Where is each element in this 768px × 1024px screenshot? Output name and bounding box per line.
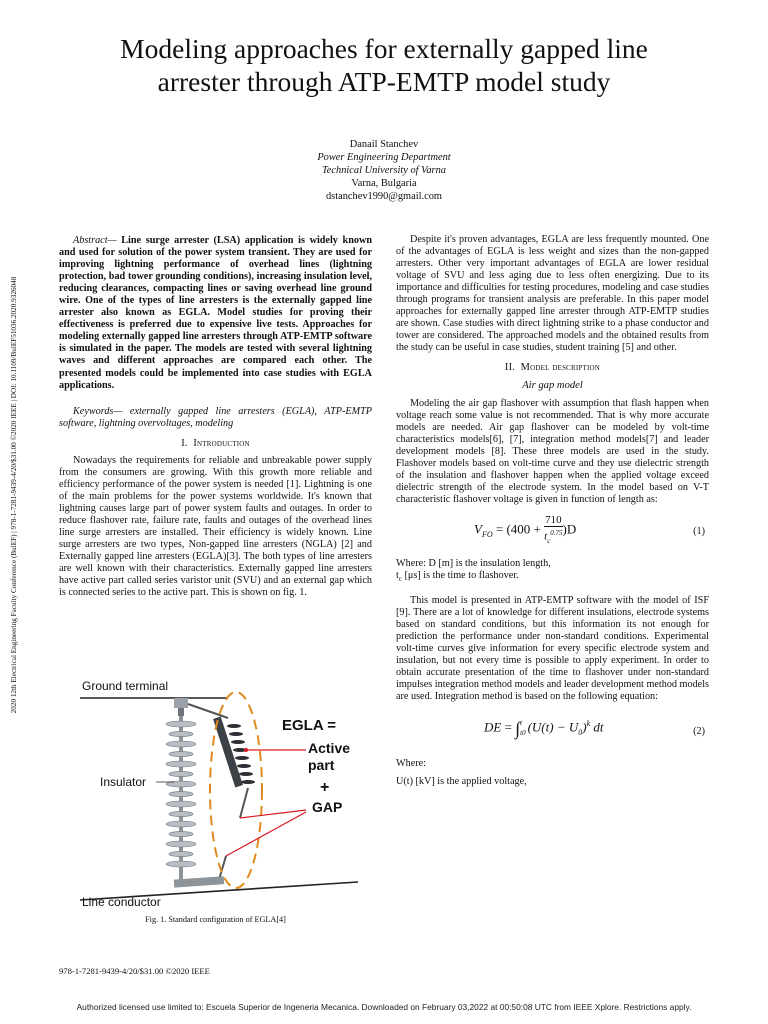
advantages-paragraph: Despite it's proven advantages, EGLA are less frequently mounted. One of the advantages of EGLA is less weight and sizes than the non-gapped arresters. Other very important advantages of EGLA are lower residual voltage of SVU and less aging due to less often energizing. Due to its importance and difficulties for testing procedures, modeling and case studies through programs for transient analysis are preferable. In this paper model approaches for externally gapped line arrester through ATP-EMTP studies are shown. Case studies with direct lightning strike to a phase conductor and tower are considered. The approached models and the obtained results from the study can be useful in case studies, student training [5] and other. bbox=[396, 234, 709, 354]
eq2-lhs: DE bbox=[484, 718, 502, 734]
eq2-power: k bbox=[586, 718, 591, 728]
where-ut: U(t) [kV] is the applied voltage, bbox=[396, 775, 527, 787]
eq2-body-close: ) bbox=[582, 718, 587, 734]
equation-2-number: (2) bbox=[693, 725, 705, 737]
title-line-2: arrester through ATP-EMTP model study bbox=[157, 66, 611, 97]
subsection-air-gap-model: Air gap model bbox=[522, 379, 583, 391]
equation-2 bbox=[396, 710, 709, 752]
section-number: I. bbox=[181, 437, 188, 449]
eq2-body-sub: 0 bbox=[578, 727, 583, 737]
isbn-line: 978-1-7281-9439-4/20/$31.00 ©2020 IEEE bbox=[59, 966, 210, 976]
section-heading-introduction bbox=[59, 438, 372, 450]
author-block bbox=[200, 138, 568, 203]
author-location: Varna, Bulgaria bbox=[351, 178, 417, 189]
plus-label: + bbox=[320, 779, 330, 796]
gap-pointer-lower bbox=[226, 812, 306, 856]
section-title: Introduction bbox=[193, 437, 250, 449]
gap-electrode-upper bbox=[240, 788, 248, 818]
where-tc-text: [μs] is the time to flashover. bbox=[401, 570, 519, 582]
introduction-paragraph: Nowadays the requirements for reliable and unbreakable power supply from the consumers are growing. With this growth more reliable and efficiency performance of the power system is needed [1]. Lightning is one of the main problems for the power systems worldwide. It's known that lightning causes large part of power system faults and outages. In order to reduce flashover rate, failure rate, faults and outages of the overhead lines line surge arresters are installed. Their efficiency is widely known. Line surge arresters are two types, Non-gapped line arresters (NGLA) [2] and Externally gapped line arresters (EGLA)[3]. The both types of line arresters are well known with their characteristics. Externally gapped line arresters have active part called series varistor unit (SVU) and an external gap which is connected series to the active part. This is shown on fig. 1. bbox=[59, 454, 372, 599]
eq2-lower-limit: t0 bbox=[520, 728, 526, 737]
eq1-tail: )D bbox=[562, 521, 577, 537]
eq1-denominator-sup: 0.75 bbox=[550, 528, 563, 537]
insulator-stack bbox=[166, 716, 196, 884]
eq1-lhs: V bbox=[474, 521, 482, 537]
figure-caption: Fig. 1. Standard configuration of EGLA[4] bbox=[145, 915, 286, 924]
where-tc-sub: c bbox=[398, 575, 402, 584]
equation-1-body bbox=[474, 514, 576, 547]
egla-figure bbox=[78, 678, 360, 908]
where-2: Where: bbox=[396, 757, 426, 769]
egla-diagram bbox=[78, 678, 360, 908]
author-department: Power Engineering Department bbox=[317, 152, 451, 163]
section-title: Model description bbox=[520, 362, 601, 374]
bracket-pin bbox=[178, 708, 184, 716]
eq1-denominator: t bbox=[544, 530, 548, 543]
where-d: Where: D [m] is the insulation length, bbox=[396, 557, 551, 569]
eq2-upper-limit: t bbox=[520, 718, 523, 727]
eq2-integral: ∫ bbox=[515, 717, 521, 738]
eq1-fraction bbox=[544, 514, 562, 547]
eq1-denominator-sub: c bbox=[547, 536, 551, 545]
egla-highlight-ellipse bbox=[210, 692, 262, 888]
side-doi-text: 2020 12th Electrical Engineering Faculty Conference (BulEF) | 978-1-7281-9439-4/20/$31.00 ©2020 IEEE | DOI: 10.1109/BulEF51036.2020.9326048 bbox=[10, 276, 18, 714]
paper-title bbox=[40, 32, 728, 98]
license-footer: Authorized licensed use limited to: Escuela Superior de Ingeneria Mecanica. Downloaded on February 03,2022 at 00:50:08 UTC from IEEE Xplore. Restrictions apply. bbox=[76, 1002, 692, 1012]
air-gap-paragraph: Modeling the air gap flashover with assumption that flash happen when voltage reach some value is not recommended. That is why more accurate models are needed. Air gap flashover can be modeled by volt-time characteristics models[6], [7], integration method models[7] and leader development models [8]. These three models are used in the study. Flashover models based on volt-time curve and they use dielectric strength of the insulation and flashover happen when the applied voltage exceed dielectric strength of the electrode system. In the model based on V-T characteristic flashover voltage is given in function of length as: bbox=[396, 397, 709, 505]
eq2-equals: = bbox=[501, 718, 516, 734]
eq2-body-main: (U(t) − U bbox=[527, 718, 579, 734]
eq1-lhs-sub: FO bbox=[481, 529, 493, 539]
egla-label: EGLA = bbox=[282, 717, 337, 734]
abstract bbox=[59, 235, 372, 392]
tower-bracket bbox=[174, 698, 188, 708]
arrester-body bbox=[188, 704, 255, 787]
eq2-dt: dt bbox=[590, 718, 604, 734]
line-conductor-label: Line conductor bbox=[82, 895, 161, 908]
author-name: Danail Stanchev bbox=[349, 139, 419, 150]
equation-2-body bbox=[484, 718, 604, 739]
eq1-numerator: 710 bbox=[545, 513, 562, 526]
eq1-equals: = (400 + bbox=[492, 521, 545, 537]
keywords: Keywords— externally gapped line arresters (EGLA), ATP-EMTP software, lightning overvoltages, modeling bbox=[59, 405, 372, 429]
title-line-1: Modeling approaches for externally gapped line bbox=[120, 33, 648, 64]
gap-label: GAP bbox=[312, 799, 343, 815]
left-column bbox=[59, 235, 372, 599]
eq2-limits bbox=[520, 718, 525, 738]
ground-terminal-label: Ground terminal bbox=[82, 679, 169, 693]
equation-1-number: (1) bbox=[693, 525, 705, 537]
equation-1 bbox=[396, 512, 709, 552]
where-tc-symbol: t bbox=[396, 570, 399, 582]
active-part-label-2: part bbox=[308, 757, 335, 773]
author-email[interactable]: dstanchev1990@gmail.com bbox=[325, 191, 443, 202]
integration-paragraph: This model is presented in ATP-EMTP software with the model of ISF [9]. There are a lot of knowledge for different insulations, electrode systems based on standard conditions, but this information its not enough for prediction the performance under non-standard conditions. Experimental volt-time curves give information for every specific electrode system and insulation, but not every time is possible to apply experiment. In order to obtain accurate presentation of the time to flashover under non-standard impulses integration method models and leader development method models are used. Integration method is based on the following equation: bbox=[396, 595, 709, 703]
where-tc bbox=[396, 570, 709, 585]
right-column bbox=[396, 234, 709, 788]
insulator-label: Insulator bbox=[100, 775, 147, 789]
section-number: II. bbox=[504, 362, 516, 374]
abstract-lead: Abstract— bbox=[73, 235, 117, 246]
active-part-dot bbox=[244, 748, 248, 752]
author-university: Technical University of Varna bbox=[321, 165, 446, 176]
side-doi-note bbox=[6, 215, 22, 775]
abstract-text: Line surge arrester (LSA) application is widely known and used for solution of the power system transient. They are used for improving lightning performance of overhead lines (lightning protection, bad tower grounding conditions), increasing insulation level, reducing clearances, compacting lines or saving overhead line ground wire. One of the types of line arresters is the externally gapped line arrester also known as EGLA. Model studies for proving their effectiveness is preferred due to expensive live tests. Approaches for modeling externally gapped line arresters through ATP-EMTP software is simulated in the paper. The models are tested with several lightning waves and different approaches are compared each other. The presented models could be implemented into case studies with EGLA applications. bbox=[59, 235, 372, 391]
section-heading-model-description bbox=[396, 362, 709, 374]
active-part-label-1: Active bbox=[308, 740, 351, 756]
